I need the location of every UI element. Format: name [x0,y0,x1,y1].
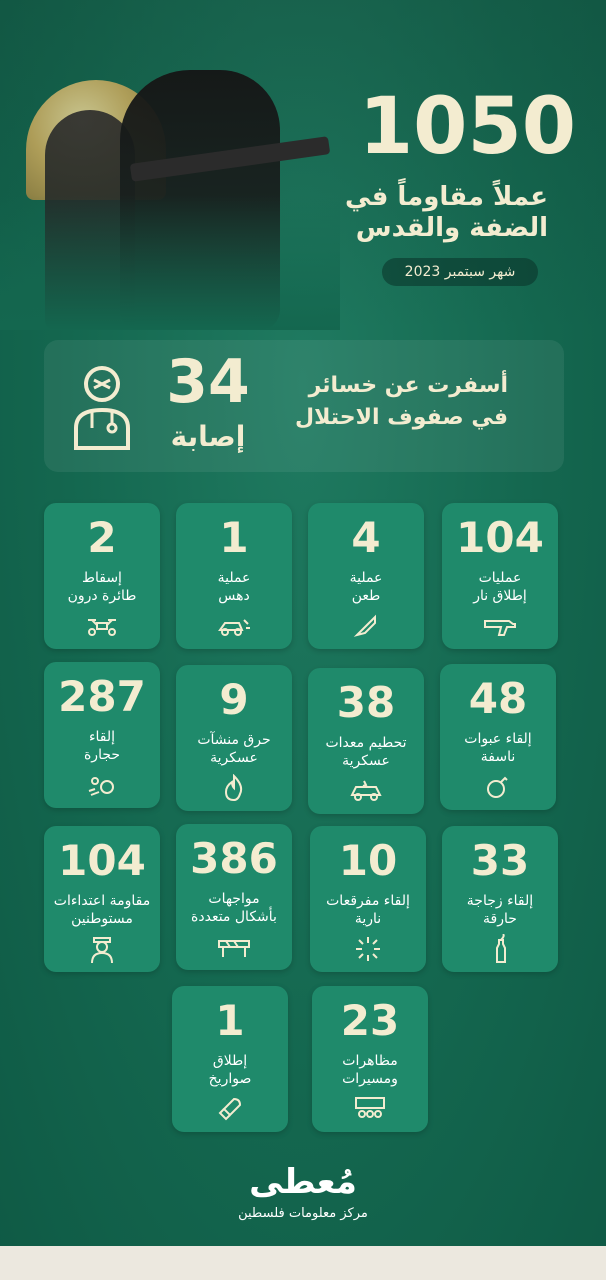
stat-number: 1 [219,513,249,562]
headline-line-1: عملاً مقاوماً في [345,182,548,212]
injured-person-icon [70,362,134,452]
stat-label: إلقاء مفرقعات نارية [326,893,410,928]
stat-tile [176,503,292,649]
total-operations-number: 1050 [358,82,576,172]
stat-tile [440,664,556,810]
stat-label: إلقاء عبوات ناسفة [464,731,532,766]
bomb-icon [440,774,556,800]
stat-number: 104 [58,836,146,885]
casualties-number: 34 [166,347,250,417]
fireworks-icon [310,936,426,962]
stat-tile [44,503,160,649]
stat-tile [44,662,160,808]
fire-icon [176,775,292,801]
stat-label: حرق منشآت عسكرية [197,732,271,767]
stat-label: مظاهرات ومسيرات [342,1053,398,1088]
knife-icon [308,613,424,639]
stat-label: عمليات إطلاق نار [473,570,527,605]
stat-number: 38 [336,678,396,727]
hero-photo [0,30,340,330]
stat-label: إلقاء حجارة [83,729,121,764]
footer-bar [0,1246,606,1280]
stat-number: 1 [215,996,245,1045]
month-badge: شهر سبتمبر 2023 [382,258,538,286]
stat-number: 2 [87,513,117,562]
casualties-box [44,340,564,472]
stat-label: إطلاق صواريخ [208,1053,252,1088]
stat-number: 9 [219,675,249,724]
stat-tile [442,503,558,649]
stat-number: 10 [338,836,398,885]
brand-logo: مُعطى [249,1162,357,1202]
brand-tagline: مركز معلومات فلسطين [238,1206,368,1221]
stat-tile [312,986,428,1132]
stat-number: 4 [351,513,381,562]
stat-number: 287 [58,672,146,721]
drone-icon [44,613,160,639]
casualties-label: إصابة [170,420,246,453]
headline-line-2: الضفة والقدس [355,213,548,244]
stat-number: 386 [190,834,278,883]
stat-label: مقاومة اعتداءات مستوطنين [53,893,151,928]
stat-label: إلقاء زجاجة حارقة [466,893,534,928]
stat-label: عملية دهس [217,570,251,605]
stones-icon [44,772,160,798]
settler-icon [44,936,160,962]
stat-tile [308,503,424,649]
stat-label: عملية طعن [349,570,383,605]
stat-tile [442,826,558,972]
stat-label: إسقاط طائرة درون [67,570,137,605]
stat-tile [176,665,292,811]
car-ram-icon [176,613,292,639]
broken-car-icon [308,778,424,804]
stat-label: مواجهات بأشكال متعددة [191,891,277,926]
stat-number: 48 [468,674,528,723]
stat-tile [44,826,160,972]
stat-number: 33 [470,836,530,885]
stat-number: 23 [340,996,400,1045]
hero-section [0,0,606,330]
casualties-description: أسفرت عن خسائر في صفوف الاحتلال [295,373,508,430]
stat-tile [308,668,424,814]
molotov-icon [442,936,558,962]
stat-tile [310,826,426,972]
stat-tile [176,824,292,970]
stat-number: 104 [456,513,544,562]
stat-label: تحطيم معدات عسكرية [325,735,407,770]
gun-icon [442,613,558,639]
protest-icon [312,1096,428,1122]
barrier-icon [176,934,292,960]
headline [248,182,548,244]
stat-tile [172,986,288,1132]
rocket-icon [172,1096,288,1122]
